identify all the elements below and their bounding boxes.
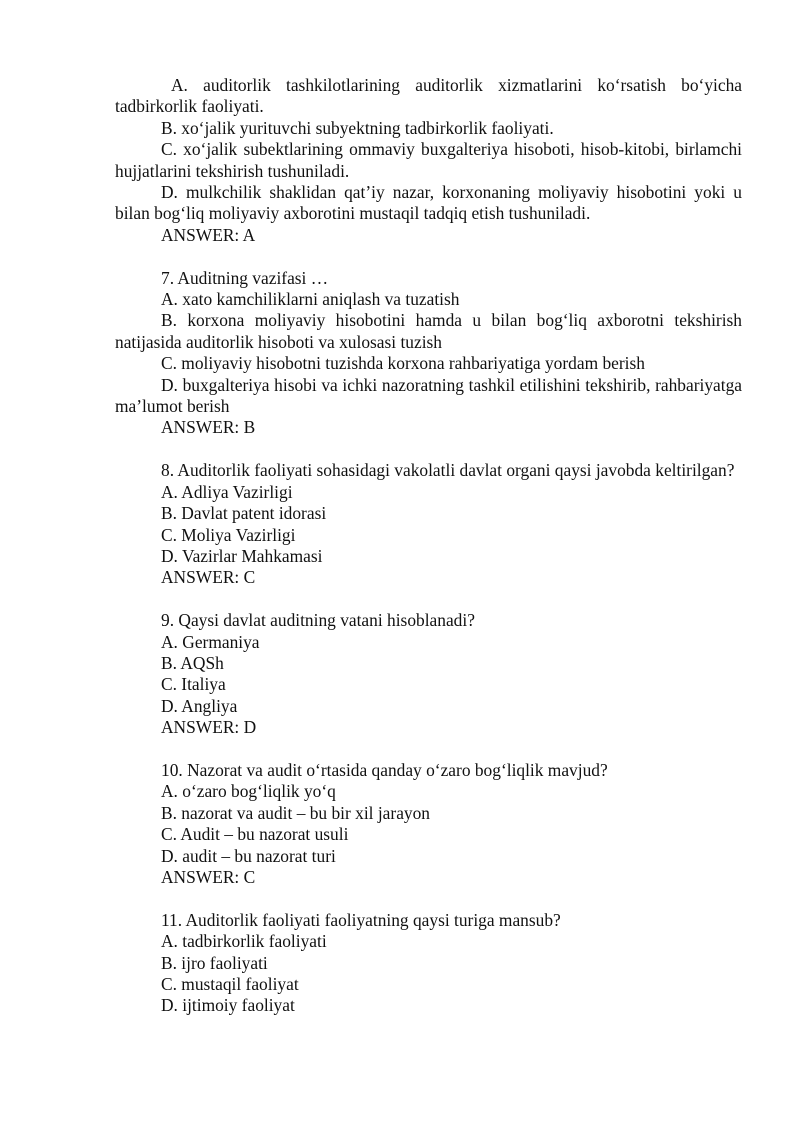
option-d: D. audit – bu nazorat turi: [161, 845, 336, 866]
option-b: B. AQSh: [161, 652, 224, 673]
option-a: A. o‘zaro bog‘liqlik yo‘q: [161, 781, 336, 802]
answer-line: ANSWER: C: [161, 567, 256, 588]
option-b: B. xo‘jalik yurituvchi subyektning tadbirkorlik faoliyati.: [161, 117, 554, 138]
question-text: 11. Auditorlik faoliyati faoliyatning qaysi turiga mansub?: [161, 909, 561, 930]
option-d: D. Vazirlar Mahkamasi: [161, 545, 323, 566]
option-a: A. tadbirkorlik faoliyati: [161, 931, 327, 952]
option-c: C. mustaqil faoliyat: [161, 973, 299, 994]
option-b: B. nazorat va audit – bu bir xil jarayon: [161, 802, 430, 823]
option-b: B. Davlat patent idorasi: [161, 503, 327, 524]
option-b: B. korxona moliyaviy hisobotini hamda u bilan bog‘liq axborotni tekshirish natijasida auditorlik hisoboti va xulosasi tuzish: [115, 310, 742, 352]
document-page: [115, 75, 742, 1017]
option-d: D. ijtimoiy faoliyat: [161, 995, 295, 1016]
question-9: [115, 610, 742, 738]
question-11: [115, 910, 742, 1017]
question-8: [115, 460, 742, 588]
option-d: D. buxgalteriya hisobi va ichki nazoratning tashkil etilishini tekshirib, rahbariyatga ma’lumot berish: [115, 374, 742, 417]
option-d: D. mulkchilik shaklidan qat’iy nazar, korxonaning moliyaviy hisobotini yoki u bilan bog‘liq moliyaviy axborotini mustaqil tadqiq etish tushuniladi.: [115, 182, 742, 224]
option-a: A. Adliya Vazirligi: [161, 481, 293, 502]
question-10: [115, 760, 742, 888]
question-text: 9. Qaysi davlat auditning vatani hisoblanadi?: [161, 610, 475, 631]
option-c: C. Audit – bu nazorat usuli: [161, 824, 349, 845]
option-d: D. Angliya: [161, 695, 238, 716]
question-7: [115, 268, 742, 439]
option-a: A. xato kamchiliklarni aniqlash va tuzatish: [161, 289, 460, 310]
option-b: B. ijro faoliyati: [161, 952, 268, 973]
question-text: 7. Auditning vazifasi …: [161, 267, 329, 288]
option-a: A. auditorlik tashkilotlarining auditorlik xizmatlarini ko‘rsatish bo‘yicha tadbirkorlik faoliyati.: [115, 75, 742, 117]
option-a: A. Germaniya: [161, 631, 260, 652]
answer-line: ANSWER: C: [161, 866, 256, 887]
answer-line: ANSWER: A: [161, 224, 256, 245]
option-c: C. Italiya: [161, 674, 226, 695]
question-6-continuation: [115, 75, 742, 246]
answer-line: ANSWER: D: [161, 717, 257, 738]
answer-line: ANSWER: B: [161, 417, 256, 438]
option-c: C. moliyaviy hisobotni tuzishda korxona rahbariyatiga yordam berish: [161, 353, 645, 374]
option-c: C. Moliya Vazirligi: [161, 524, 296, 545]
question-text: 10. Nazorat va audit o‘rtasida qanday o‘zaro bog‘liqlik mavjud?: [161, 759, 608, 780]
question-text: 8. Auditorlik faoliyati sohasidagi vakolatli davlat organi qaysi javobda keltirilgan?: [161, 460, 735, 481]
option-c: C. xo‘jalik subektlarining ommaviy buxgalteriya hisoboti, hisob-kitobi, birlamchi hujjatlarini tekshirish tushuniladi.: [115, 139, 742, 181]
